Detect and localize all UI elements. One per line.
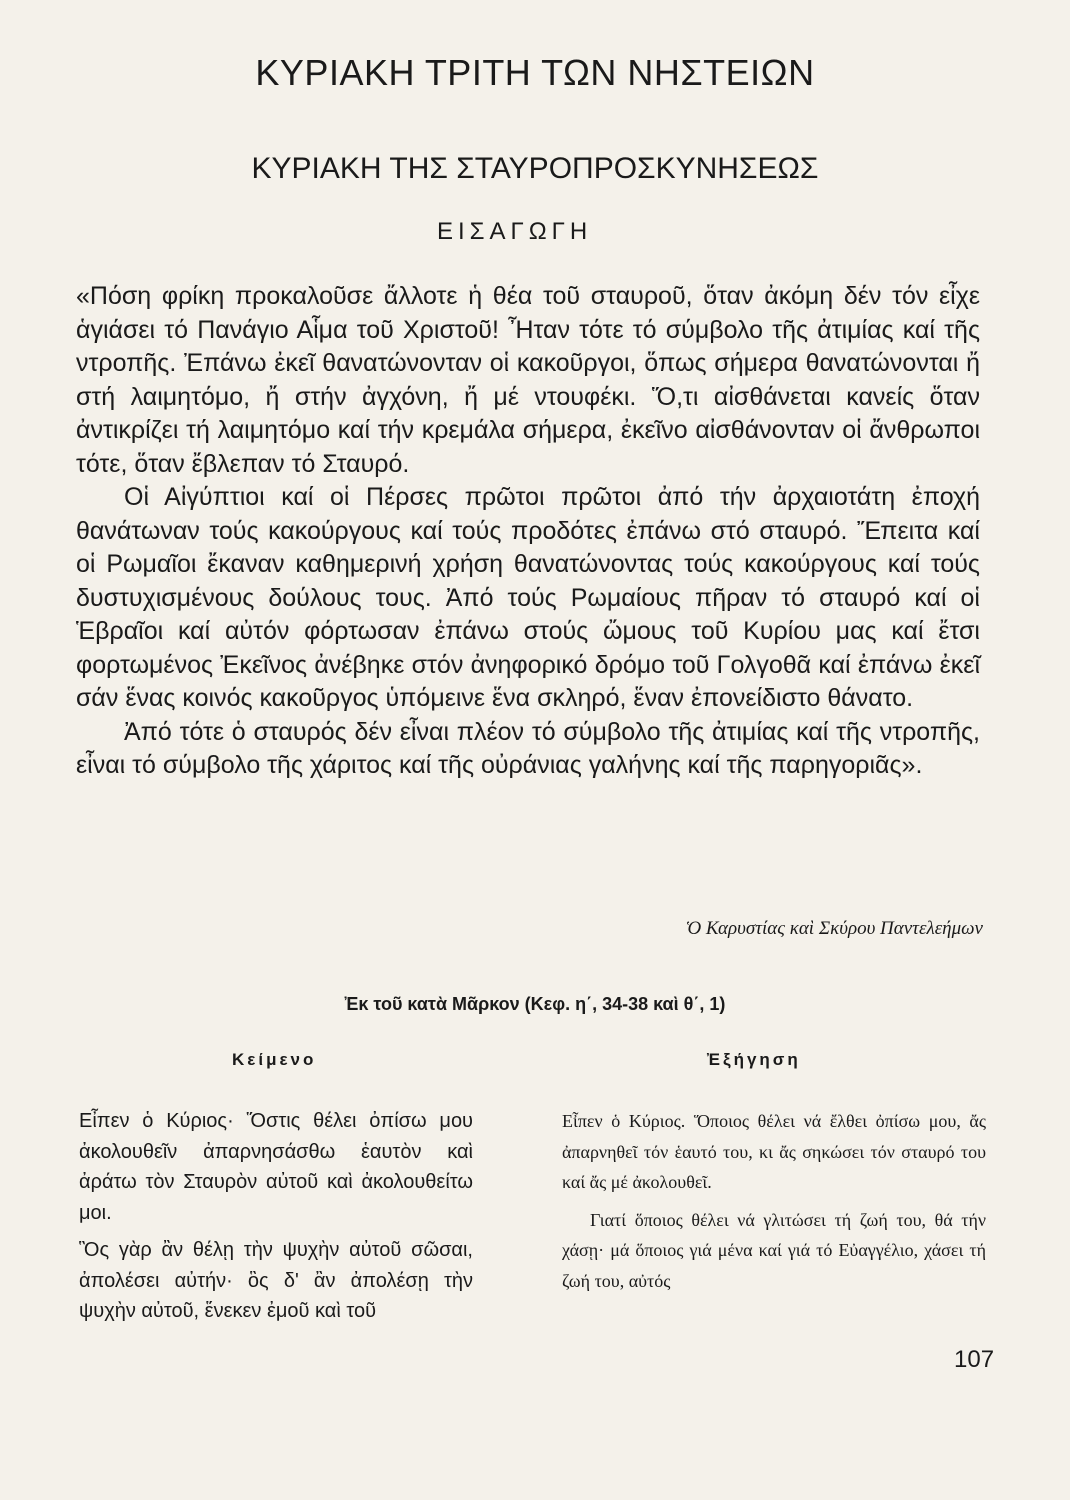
- page-title: ΚΥΡΙΑΚΗ ΤΡΙΤΗ ΤΩΝ ΝΗΣΤΕΙΩΝ: [255, 52, 815, 93]
- intro-text: [76, 280, 980, 783]
- explanation-column: [562, 1106, 986, 1303]
- explanation-paragraph: Γιατί ὅποιος θέλει νά γλιτώσει τή ζωή του, θά τήν χάσῃ· μά ὅποιος γιά μένα καί γιά τό Εὐαγγέλιο, χάσει τή ζωή του, αὐτός: [562, 1209, 986, 1291]
- intro-paragraph: Ἀπό τότε ὁ σταυρός δέν εἶναι πλέον τό σύμβολο τῆς ἀτιμίας καί τῆς ντροπῆς, εἶναι τό σύμβολο τῆς χάριτος καί τῆς οὐράνιας γαλήνης καί τῆς παρηγοριᾶς».: [76, 717, 980, 779]
- text-column-heading: Κείμενο: [232, 1050, 317, 1069]
- original-text-paragraph: Ὃς γὰρ ἂν θέλῃ τὴν ψυχὴν αὐτοῦ σῶσαι, ἀπολέσει αὐτήν· ὃς δ' ἂν ἀπολέσῃ τὴν ψυχὴν αὐτοῦ, ἕνεκεν ἐμοῦ καὶ τοῦ: [79, 1239, 473, 1322]
- original-text-paragraph: Εἶπεν ὁ Κύριος· Ὅστις θέλει ὀπίσω μου ἀκολουθεῖν ἀπαρνησάσθω ἑαυτὸν καὶ ἀράτω τὸν Σταυρὸν αὐτοῦ καὶ ἀκολουθείτω μοι.: [79, 1110, 473, 1224]
- intro-paragraph: «Πόση φρίκη προκαλοῦσε ἄλλοτε ἡ θέα τοῦ σταυροῦ, ὅταν ἀκόμη δέν τόν εἶχε ἁγιάσει τό Πανάγιο Αἷμα τοῦ Χριστοῦ! Ἦταν τότε τό σύμβολο τῆς ἀτιμίας καί τῆς ντροπῆς. Ἐπάνω ἐκεῖ θανατώνονταν οἱ κακοῦργοι, ὅπως σήμερα θανατώνονται ἤ στή λαιμητόμο, ἤ στήν ἀγχόνη, ἤ μέ ντουφέκι. Ὅ,τι αἰσθάνεται κανείς ὅταν ἀντικρίζει τή λαιμητόμο καί τήν κρεμάλα σήμερα, ἐκεῖνο αἰσθάνονταν οἱ ἄνθρωποι τότε, ὅταν ἔβλεπαν τό Σταυρό.: [76, 282, 980, 478]
- original-text-column: [79, 1106, 473, 1334]
- explanation-column-heading: Ἐξήγηση: [707, 1050, 801, 1069]
- gospel-reference: Ἐκ τοῦ κατὰ Μᾶρκον (Κεφ. η΄, 34-38 καὶ θ΄, 1): [344, 994, 726, 1014]
- page-subtitle: ΚΥΡΙΑΚΗ ΤΗΣ ΣΤΑΥΡΟΠΡΟΣΚΥΝΗΣΕΩΣ: [251, 152, 819, 185]
- intro-heading: ΕΙΣΑΓΩΓΗ: [437, 218, 593, 245]
- page-number: 107: [954, 1346, 995, 1373]
- intro-paragraph: Οἱ Αἰγύπτιοι καί οἱ Πέρσες πρῶτοι πρῶτοι ἀπό τήν ἀρχαιοτάτη ἐποχή θανάτωναν τούς κακούργους καί τούς προδότες ἐπάνω στό σταυρό. Ἔπειτα καί οἱ Ρωμαῖοι ἔκαναν καθημερινή χρήση θανατώνοντας τούς κακούργους καί τούς δυστυχισμένους δούλους τους. Ἀπό τούς Ρωμαίους πῆραν τό σταυρό καί οἱ Ἑβραῖοι καί αὐτόν φόρτωσαν ἐπάνω στούς ὤμους τοῦ Κυρίου μας καί ἔτσι φορτωμένος Ἐκεῖνος ἀνέβηκε στόν ἀνηφορικό δρόμο τοῦ Γολγοθᾶ καί ἐπάνω ἐκεῖ σάν ἕνας κοινός κακοῦργος ὑπόμεινε ἕνα σκληρό, ἕναν ἐπονείδιστο θάνατο.: [76, 483, 980, 712]
- author-signature: Ὁ Καρυστίας καὶ Σκύρου Παντελεήμων: [685, 918, 983, 939]
- explanation-paragraph: Εἶπεν ὁ Κύριος. Ὅποιος θέλει νά ἔλθει ὀπίσω μου, ἄς ἀπαρνηθεῖ τόν ἑαυτό του, κι ἄς σηκώσει τόν σταυρό του καί ἄς μέ ἀκολουθεῖ.: [562, 1111, 986, 1192]
